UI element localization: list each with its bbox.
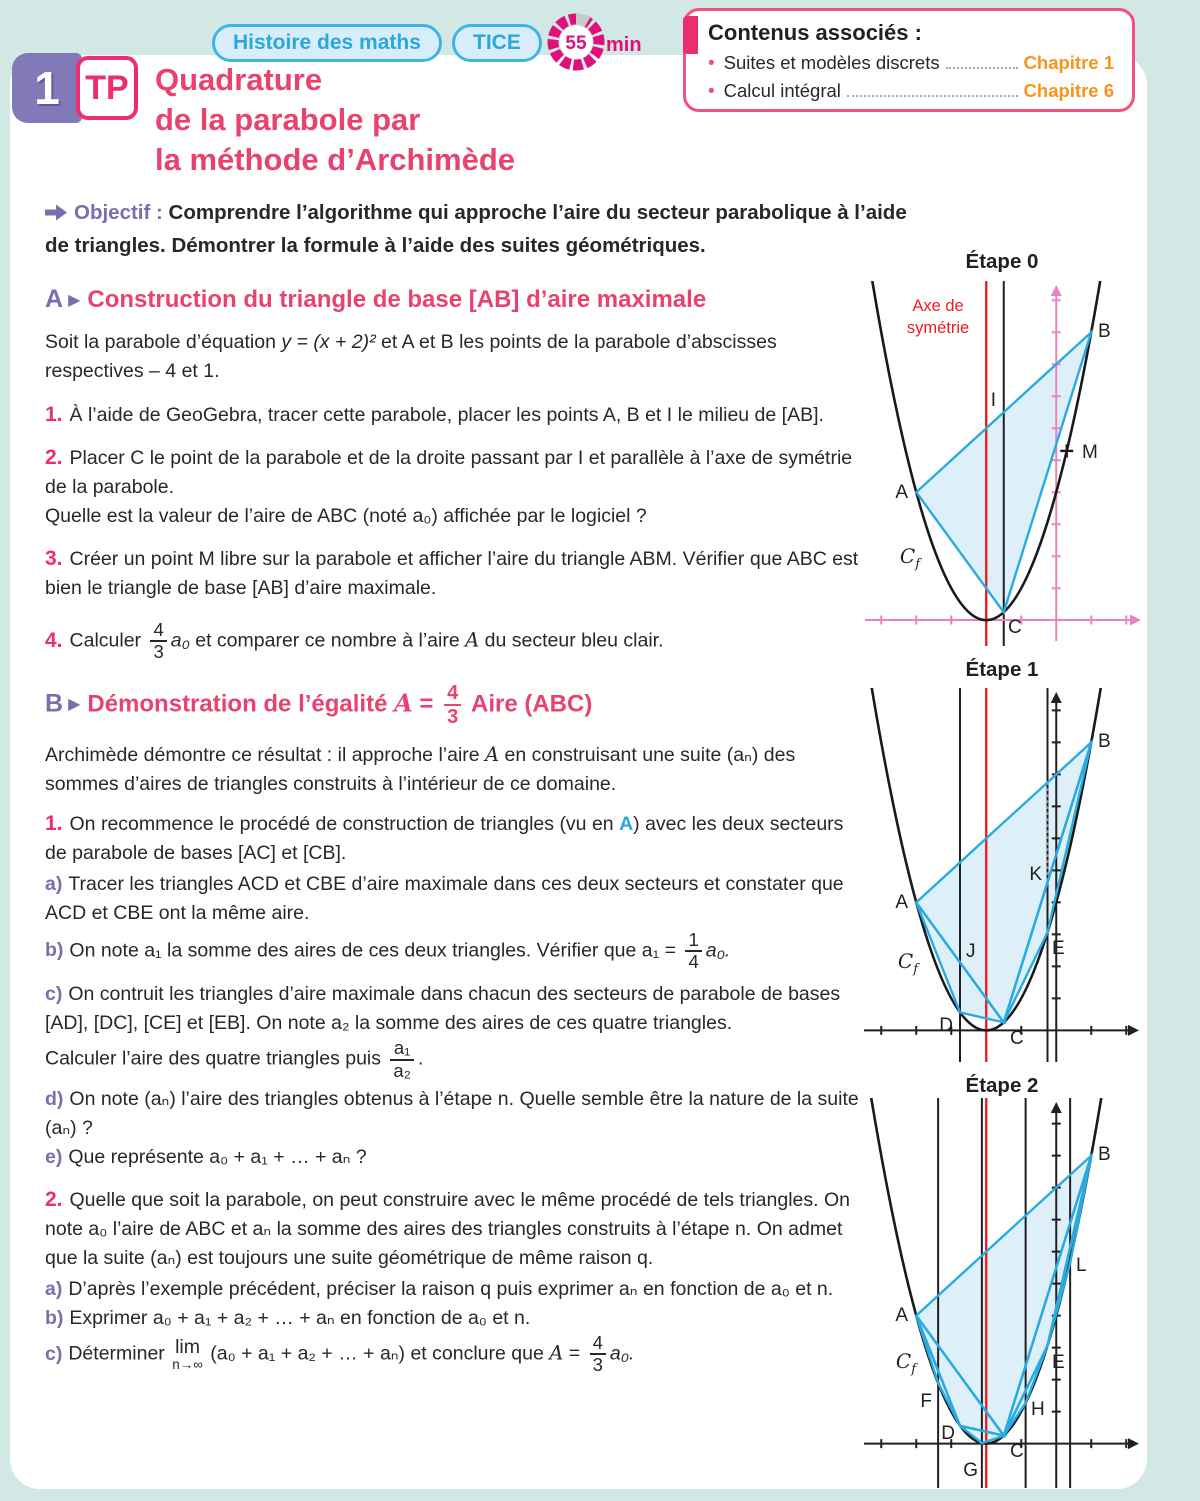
point-label-H: H — [1031, 1399, 1045, 1420]
question-b1b — [45, 930, 863, 973]
triangle-fills — [916, 1156, 1091, 1444]
question-text: du secteur bleu clair. — [479, 629, 664, 652]
curve-label-cf: $C_f$ — [895, 1349, 916, 1377]
question-text: D’après l’exemple précédent, préciser la raison q puis exprimer aₙ en fonction de a₀ et n. — [68, 1278, 834, 1301]
point-label-F: F — [920, 1391, 932, 1412]
point-label-A: A — [895, 892, 908, 913]
question-text: À l’aide de GeoGebra, tracer cette parabole, placer les points A, B et I le milieu de [AB]. — [69, 404, 824, 426]
chapter-number-badge: 1 — [12, 53, 82, 123]
fraction-4-3: $\frac{4}{3}$ — [590, 1333, 606, 1376]
intro-text: en construisant une suite (aₙ) des sommes d’aires de triangles construits à l’intérieur de ce domaine. — [45, 743, 796, 795]
question-b2 — [45, 1185, 863, 1273]
math-var-a0: a₀. — [705, 939, 731, 962]
point-label-K: K — [1029, 864, 1042, 885]
section-a-letter: A — [45, 285, 64, 313]
question-a3 — [45, 544, 863, 603]
figure-etape0-title: Étape 0 — [965, 250, 1039, 273]
point-M-cross-icon — [1060, 444, 1073, 457]
duration-timer — [547, 13, 667, 71]
figure-etape-0 — [862, 281, 1142, 646]
section-b-intro — [45, 740, 863, 799]
point-label-A: A — [895, 1305, 908, 1326]
axis-of-symmetry-label: Axe de — [912, 297, 964, 315]
question-a2 — [45, 443, 863, 531]
y-axis-arrow-icon — [1051, 1102, 1062, 1113]
subquestion-label: b) — [45, 939, 64, 962]
curve-label-cf: $C_f$ — [899, 544, 920, 572]
section-b-header — [45, 682, 863, 728]
section-b-letter: B — [45, 689, 64, 718]
question-b1 — [45, 809, 863, 868]
contenus-tab-marker — [683, 16, 698, 54]
question-text: Exprimer a₀ + a₁ + a₂ + … + aₙ en fonction de a₀ et n. — [69, 1307, 531, 1330]
point-label-L: L — [1076, 1255, 1087, 1276]
subquestion-label: a) — [45, 1278, 63, 1301]
figure-etape-2 — [862, 1098, 1142, 1488]
question-text: On note a₁ la somme des aires de ces deux triangles. Vérifier que a₁ = — [69, 939, 682, 962]
question-text: On contruit les triangles d’aire maximale dans chacun des secteurs de parabole de bases [AD], [DC], [CE] et [EB]. On note a₂ la somme des aires de ces quatre triangles. — [45, 983, 841, 1035]
section-marker-icon: ▶ — [68, 696, 81, 714]
point-label-B: B — [1098, 731, 1111, 752]
limit-notation: lim n→∞ — [172, 1336, 203, 1372]
x-axis-arrow-icon — [1130, 615, 1141, 626]
fraction-a1-a2: $\frac{\text{a₁}}{\text{a₂}}$ — [390, 1038, 413, 1081]
point-label-B: B — [1098, 1144, 1111, 1165]
point-label-E: E — [1052, 938, 1065, 959]
objectif-text: Comprendre l’algorithme qui approche l’aire du secteur parabolique à l’aide de triangles. Démontrer la formule à l’aide des suites géométriques. — [45, 201, 907, 257]
question-b2a — [45, 1275, 863, 1304]
title-line-1: Quadrature — [155, 62, 323, 97]
y-axis-arrow-icon — [1051, 692, 1062, 703]
subquestion-label: b) — [45, 1307, 64, 1330]
question-text: . — [417, 1047, 424, 1070]
question-number: 1. — [45, 403, 63, 426]
script-area-symbol: A — [549, 1341, 564, 1365]
question-b2b — [45, 1304, 863, 1333]
question-text: Déterminer — [68, 1342, 171, 1365]
right-arrow-icon — [45, 199, 67, 230]
tp-badge: TP — [76, 56, 138, 120]
fraction-4-3: $\frac{4}{3}$ — [150, 620, 166, 663]
contenus-item-label: Calcul intégral — [723, 80, 841, 101]
contenus-item — [708, 77, 1114, 105]
math-var-a0: a₀. — [609, 1342, 635, 1365]
point-label-I: I — [990, 390, 996, 411]
timer-clock-icon — [547, 13, 605, 71]
bullet-icon: • — [708, 81, 715, 102]
timer-value: 55 — [565, 33, 587, 54]
parabola-equation: y = (x + 2)² — [281, 331, 376, 353]
question-text: Calculer l’aire des quatre triangles puis — [45, 1047, 387, 1070]
point-label-C: C — [1010, 1028, 1024, 1049]
question-text: (a₀ + a₁ + a₂ + … + aₙ) et conclure que — [204, 1342, 550, 1365]
chapter-reference: Chapitre 1 — [1023, 52, 1114, 73]
x-axis-arrow-icon — [1128, 1025, 1139, 1036]
badge-histoire-des-maths: Histoire des maths — [212, 24, 442, 62]
fraction-4-3: $\frac{4}{3}$ — [444, 682, 461, 728]
question-text: Placer C le point de la parabole et de la droite passant par I et parallèle à l’axe de symétrie de la parabole. — [45, 447, 853, 498]
point-label-D: D — [941, 1423, 955, 1444]
equals-sign: = — [412, 690, 441, 718]
question-a1 — [45, 400, 863, 430]
intro-text: Archimède démontre ce résultat : il approche l’aire — [45, 743, 486, 766]
section-a-title: Construction du triangle de base [AB] d’aire maximale — [87, 286, 707, 313]
y-axis-arrow-icon — [1051, 285, 1062, 296]
contenus-title: Contenus associés : — [708, 20, 922, 45]
question-b1d — [45, 1085, 863, 1143]
x-axis-arrow-icon — [1128, 1438, 1139, 1449]
dotted-leader — [847, 95, 1018, 97]
point-label-A: A — [895, 482, 908, 503]
section-b-title-end: Aire (ABC) — [465, 690, 593, 718]
question-text: Tracer les triangles ACD et CBE d’aire maximale dans ces deux secteurs et constater que ACD et CBE ont la même aire. — [45, 872, 844, 924]
question-text: Calculer — [69, 629, 147, 652]
question-text: Quelle est la valeur de l’aire de ABC (noté a₀) affichée par le logiciel ? — [45, 505, 647, 527]
subquestion-label: a) — [45, 872, 63, 895]
section-b-title: Démonstration de l’égalité — [87, 690, 395, 718]
question-number: 1. — [45, 811, 63, 835]
point-label-C: C — [1008, 617, 1022, 638]
script-area-symbol: A — [465, 628, 480, 652]
point-label-C: C — [1010, 1441, 1024, 1462]
subquestion-label: c) — [45, 983, 63, 1006]
question-text: Créer un point M libre sur la parabole et afficher l’aire du triangle ABM. Vérifier que ABC est bien le triangle de base [AB] d’aire maximale. — [45, 548, 859, 599]
point-label-D: D — [939, 1015, 953, 1036]
fraction-1-4: $\frac{1}{4}$ — [685, 930, 701, 973]
timer-unit: min — [606, 34, 642, 56]
point-label-B: B — [1098, 321, 1111, 342]
question-number: 2. — [45, 1188, 63, 1212]
question-number: 3. — [45, 547, 63, 570]
question-b1c — [45, 980, 863, 1081]
question-number: 4. — [45, 628, 63, 652]
badge-tice: TICE — [452, 24, 542, 62]
question-text: ) avec les deux secteurs de parabole de bases [AC] et [CB]. — [45, 812, 844, 864]
subquestion-label: c) — [45, 1342, 63, 1365]
section-a-header — [45, 284, 863, 316]
question-text: On recommence le procédé de construction de triangles (vu en — [69, 812, 620, 835]
contenus-item — [708, 49, 1114, 77]
section-marker-icon: ▶ — [68, 292, 81, 309]
point-label-E: E — [1052, 1352, 1065, 1373]
figure-etape-1 — [862, 688, 1142, 1062]
question-a4 — [45, 620, 863, 663]
title-line-2: de la parabole par — [155, 102, 421, 137]
script-area-symbol: A — [485, 742, 500, 766]
question-b1a — [45, 870, 863, 928]
subquestion-label: e) — [45, 1146, 63, 1169]
question-b2c — [45, 1333, 863, 1376]
figure-etape1-title: Étape 1 — [965, 658, 1039, 681]
section-a-reference: A — [619, 812, 634, 835]
subquestion-label: d) — [45, 1088, 64, 1111]
page-title — [155, 60, 515, 180]
question-text: On note (aₙ) l’aire des triangles obtenus à l’étape n. Quelle semble être la nature de la suite (aₙ) ? — [45, 1088, 859, 1140]
title-line-3: la méthode d’Archimède — [155, 142, 516, 177]
script-area-symbol: A — [394, 688, 413, 718]
bullet-icon: • — [708, 53, 715, 74]
point-label-M: M — [1082, 442, 1098, 463]
objectif-label: Objectif : — [74, 201, 163, 224]
point-label-J: J — [966, 941, 976, 962]
intro-text: et A et B les points de la parabole d’abscisses respectives – 4 et 1. — [45, 331, 777, 382]
curve-label-cf: $C_f$ — [897, 949, 918, 977]
section-a-intro — [45, 328, 863, 386]
figure-etape2-title: Étape 2 — [965, 1074, 1039, 1097]
question-text: Que représente a₀ + a₁ + … + aₙ ? — [68, 1146, 367, 1169]
axis-of-symmetry-label: symétrie — [906, 319, 970, 337]
objectif-block — [45, 197, 907, 261]
intro-text: Soit la parabole d’équation — [45, 331, 282, 353]
question-b1e — [45, 1143, 863, 1172]
equals-sign: = — [563, 1342, 586, 1365]
point-label-G: G — [963, 1460, 978, 1481]
question-number: 2. — [45, 446, 63, 469]
dotted-leader — [946, 67, 1018, 69]
question-text: Quelle que soit la parabole, on peut construire avec le même procédé de tels triangles. On note a₀ l’aire de ABC et aₙ la somme des aires des triangles construits à l’étape n. On admet que la suite (aₙ) est toujours une suite géométrique de même raison q. — [45, 1189, 850, 1270]
question-text: et comparer ce nombre à l’aire — [189, 629, 466, 652]
chapter-reference: Chapitre 6 — [1023, 80, 1114, 101]
contenus-item-label: Suites et modèles discrets — [723, 52, 940, 73]
contenus-associes-box — [683, 8, 1135, 112]
math-var-a0: a₀ — [170, 629, 190, 652]
